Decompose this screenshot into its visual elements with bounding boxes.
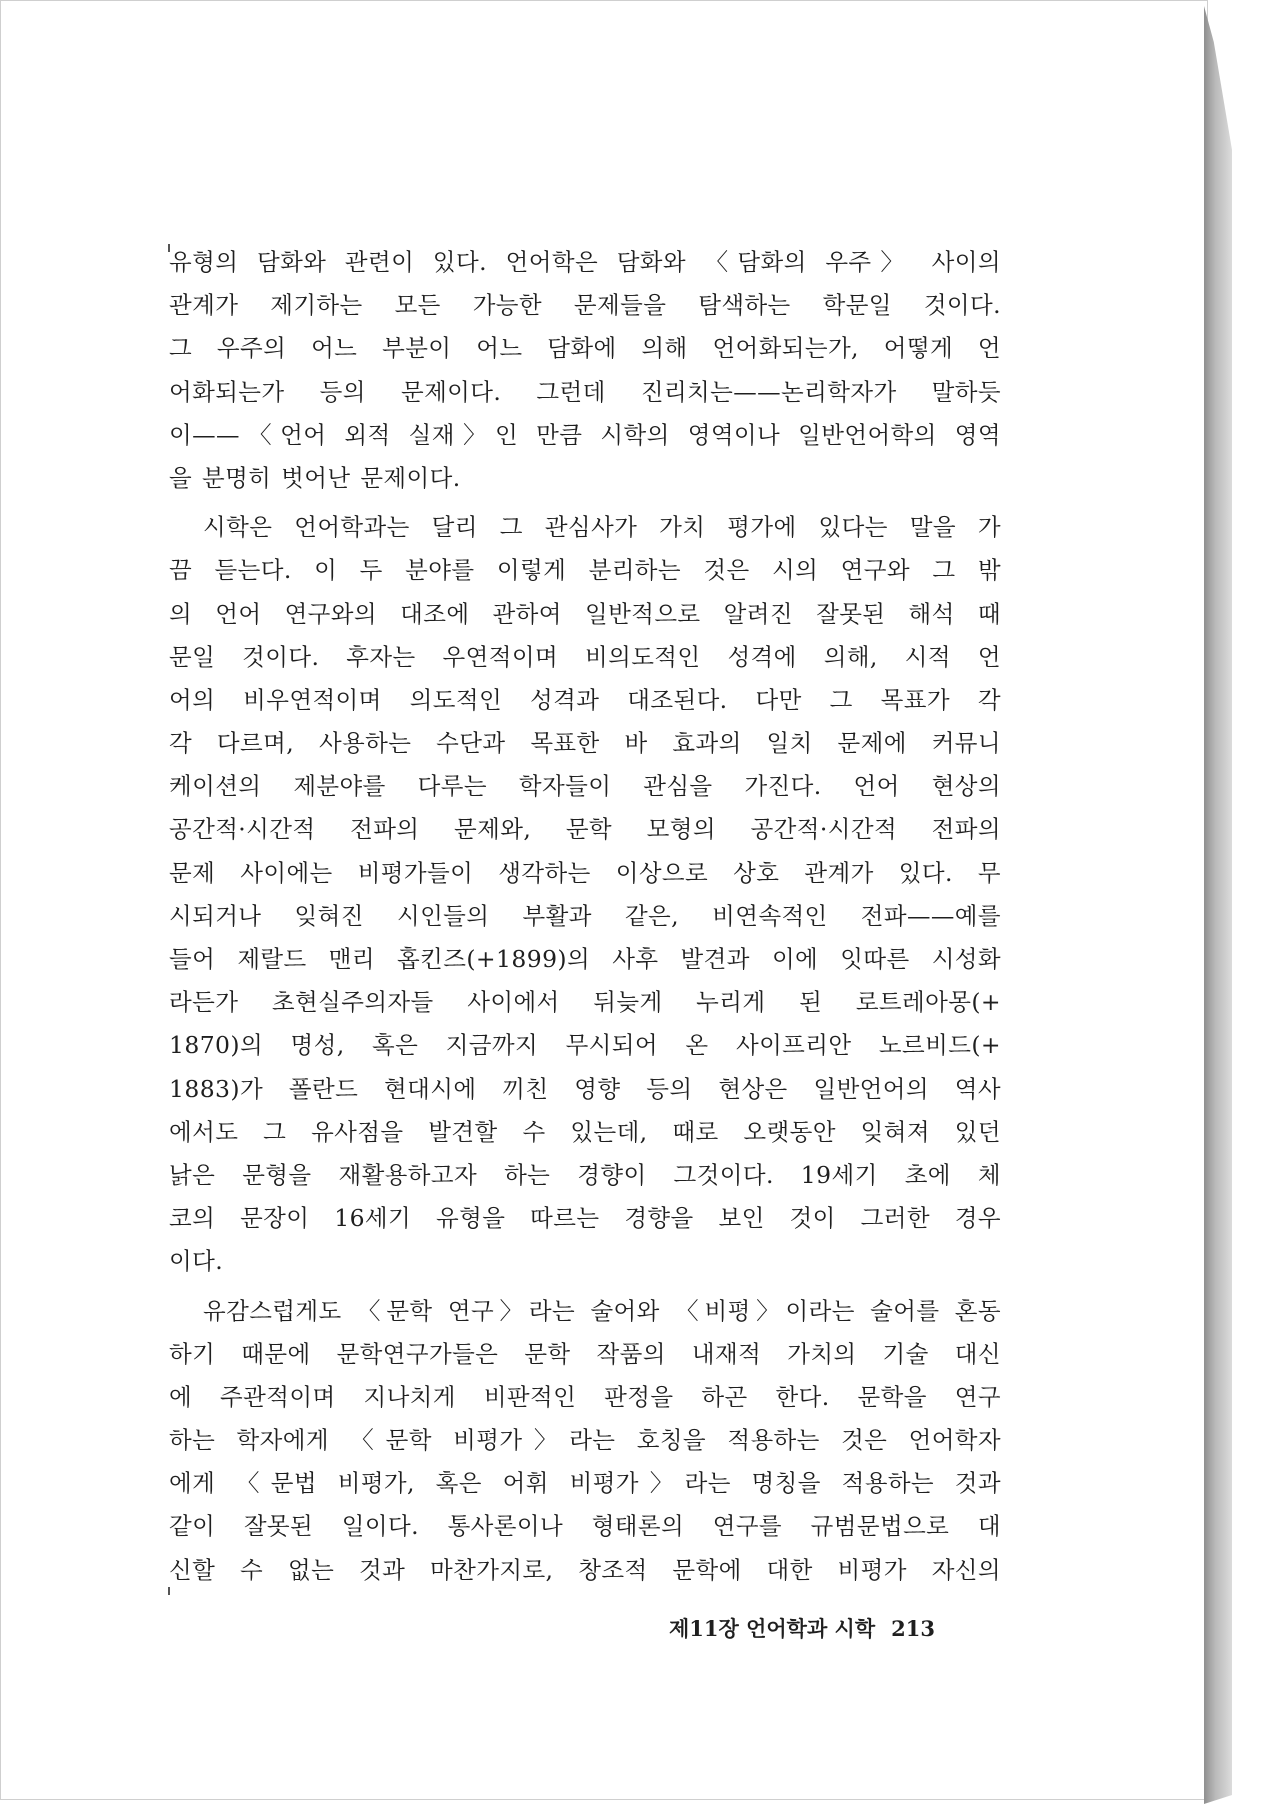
text-line: 낡은 문형을 재활용하고자 하는 경향이 그것이다. 19세기 초에 체 [169, 1160, 1001, 1189]
text-line: 케이션의 제분야를 다루는 학자들이 관심을 가진다. 언어 현상의 [169, 772, 1001, 801]
text-line: 하는 학자에게 〈문학 비평가〉라는 호칭을 적용하는 것은 언어학자 [169, 1426, 1001, 1455]
text-line: 문제 사이에는 비평가들이 생각하는 이상으로 상호 관계가 있다. 무 [169, 858, 1001, 887]
text-line: 이다. [169, 1247, 224, 1276]
text-line: 그 우주의 어느 부분이 어느 담화에 의해 언어화되는가, 어떻게 언 [169, 334, 1001, 363]
paragraph-start-line: 유감스럽게도 〈문학 연구〉라는 술어와 〈비평〉이라는 술어를 혼동 [203, 1296, 1001, 1325]
text-line: 시되거나 잊혀진 시인들의 부활과 같은, 비연속적인 전파——예를 [169, 901, 1001, 930]
page-body-text [169, 241, 1001, 1592]
text-line: 들어 제랄드 맨리 홉킨즈(+1899)의 사후 발견과 이에 잇따른 시성화 [169, 945, 1001, 973]
running-footer [669, 1613, 979, 1643]
text-line: 각 다르며, 사용하는 수단과 목표한 바 효과의 일치 문제에 커뮤니 [169, 729, 1001, 758]
text-line: 공간적·시간적 전파의 문제와, 문학 모형의 공간적·시간적 전파의 [169, 815, 1001, 844]
text-line: 끔 듣는다. 이 두 분야를 이렇게 분리하는 것은 시의 연구와 그 밖 [169, 556, 1001, 585]
text-line: 어의 비우연적이며 의도적인 성격과 대조된다. 다만 그 목표가 각 [169, 685, 1001, 714]
text-line: 유형의 담화와 관련이 있다. 언어학은 담화와 〈담화의 우주〉 사이의 [169, 248, 1001, 276]
text-line: 에 주관적이며 지나치게 비판적인 판정을 하곤 한다. 문학을 연구 [169, 1382, 1001, 1411]
text-line: 에게 〈문법 비평가, 혹은 어휘 비평가〉라는 명칭을 적용하는 것과 [169, 1469, 1001, 1498]
text-line: 문일 것이다. 후자는 우연적이며 비의도적인 성격에 의해, 시적 언 [169, 642, 1001, 671]
page-number: 213 [891, 1616, 935, 1641]
text-line: 의 언어 연구와의 대조에 관하여 일반적으로 알려진 잘못된 해석 때 [169, 599, 1001, 628]
text-line: 신할 수 없는 것과 마찬가지로, 창조적 문학에 대한 비평가 자신의 [169, 1555, 1001, 1584]
text-line: 이——〈언어 외적 실재〉인 만큼 시학의 영역이나 일반언어학의 영역 [169, 420, 1001, 449]
text-line: 을 분명히 벗어난 문제이다. [169, 463, 461, 492]
text-line: 에서도 그 유사점을 발견할 수 있는데, 때로 오랫동안 잊혀져 있던 [169, 1117, 1001, 1146]
text-line: 1870)의 명성, 혹은 지금까지 무시되어 온 사이프리안 노르비드(+ [169, 1031, 1001, 1060]
text-line: 하기 때문에 문학연구가들은 문학 작품의 내재적 가치의 기술 대신 [169, 1339, 1001, 1368]
chapter-title: 제11장 언어학과 시학 [669, 1616, 876, 1641]
text-line: 코의 문장이 16세기 유형을 따르는 경향을 보인 것이 그러한 경우 [169, 1204, 1001, 1233]
page-edge-shadow [1204, 6, 1232, 1804]
text-line: 어화되는가 등의 문제이다. 그런데 진리치는——논리학자가 말하듯 [169, 377, 1001, 406]
paragraph-start-line: 시학은 언어학과는 달리 그 관심사가 가치 평가에 있다는 말을 가 [203, 513, 1001, 542]
text-line: 1883)가 폴란드 현대시에 끼친 영향 등의 현상은 일반언어의 역사 [169, 1074, 1001, 1103]
text-line: 같이 잘못된 일이다. 통사론이나 형태론의 연구를 규범문법으로 대 [169, 1512, 1001, 1541]
text-line: 관계가 제기하는 모든 가능한 문제들을 탐색하는 학문일 것이다. [169, 291, 1001, 320]
text-line: 라든가 초현실주의자들 사이에서 뒤늦게 누리게 된 로트레아몽(+ [169, 988, 1001, 1017]
